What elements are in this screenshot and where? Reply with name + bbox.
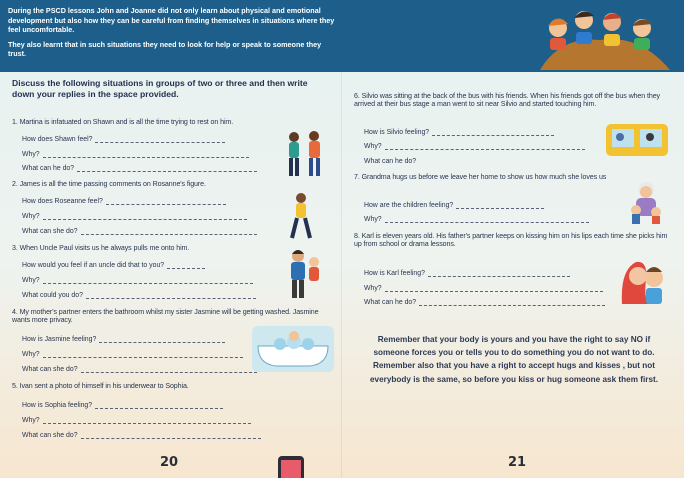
question-text: 4. My mother's partner enters the bathroom whilst my sister Jasmine will be getting washed. Jasmine wants more privacy. (12, 308, 319, 325)
answer-line (22, 292, 256, 299)
answer-field[interactable] (81, 366, 257, 373)
question-text: 5. Ivan sent a photo of himself in his underwear to Sophia. (12, 382, 189, 390)
answer-field[interactable] (43, 151, 249, 158)
answer-prompt: How is Sophia feeling? (22, 402, 93, 409)
grandma-hug-illustration (622, 178, 670, 226)
answer-line (22, 262, 205, 269)
answer-line (22, 198, 226, 205)
remember-note (364, 333, 664, 386)
question-text: 2. James is all the time passing comments on Rosanne's figure. (12, 180, 206, 188)
question-6 (354, 92, 664, 108)
question-4 (12, 308, 334, 324)
answer-prompt: Why? (22, 417, 40, 424)
answer-line (364, 158, 416, 165)
answer-field[interactable] (43, 277, 253, 284)
question-8 (354, 232, 672, 248)
answer-prompt: Why? (22, 151, 40, 158)
answer-field[interactable] (428, 270, 570, 277)
question-text: 7. Grandma hugs us before we leave her home to show us how much she loves us (354, 173, 607, 181)
answer-field[interactable] (106, 198, 226, 205)
answer-line (22, 366, 257, 373)
answer-line (364, 202, 544, 209)
answer-field[interactable] (419, 299, 605, 306)
answer-field[interactable] (81, 432, 261, 439)
answer-line (364, 270, 570, 277)
answer-line (364, 299, 605, 306)
answer-field[interactable] (385, 143, 585, 150)
bathtub-illustration (250, 324, 336, 374)
question-7 (354, 173, 624, 181)
phone-hand-illustration (272, 454, 316, 478)
remember-text-1: Remember that your body is yours and you have the right to say NO if someone forces you or tells you to do something you do not want to do. (373, 335, 655, 358)
kiss-illustration (618, 250, 670, 304)
children-group-illustration (520, 6, 680, 70)
answer-line (22, 151, 249, 158)
question-2 (12, 180, 332, 188)
answer-prompt: Why? (364, 285, 382, 292)
answer-line (22, 228, 257, 235)
answer-field[interactable] (95, 402, 223, 409)
question-text: 1. Martina is infatuated on Shawn and is all the time trying to rest on him. (12, 118, 234, 126)
question-text: 6. Silvio was sitting at the back of the bus with his friends. When his friends got off the bus when they arrived at their bus stage a man went to sit near Silvio and started touching him. (354, 92, 661, 109)
page-number: 20 (160, 455, 179, 470)
answer-line (364, 285, 603, 292)
answer-prompt: What can she do? (22, 432, 78, 439)
answer-prompt: How would you feel if an uncle did that to you? (22, 262, 165, 269)
answer-line (22, 432, 261, 439)
answer-prompt: How does Shawn feel? (22, 136, 93, 143)
answer-field[interactable] (81, 228, 257, 235)
left-page (0, 72, 342, 478)
answer-prompt: What can he do? (364, 299, 417, 306)
answer-field[interactable] (43, 417, 251, 424)
header-text (8, 6, 338, 64)
question-5 (12, 382, 332, 390)
answer-line (22, 213, 247, 220)
answer-line (22, 417, 251, 424)
answer-prompt: What can he do? (364, 158, 417, 165)
answer-field[interactable] (385, 216, 589, 223)
answer-line (364, 143, 585, 150)
answer-line (22, 336, 225, 343)
answer-field[interactable] (385, 285, 603, 292)
answer-line (22, 165, 257, 172)
answer-prompt: What can she do? (22, 228, 78, 235)
answer-prompt: Why? (22, 213, 40, 220)
instructions: Discuss the following situations in groups of two or three and then write down your replies in the space provided. (12, 78, 308, 99)
answer-prompt: Why? (364, 143, 382, 150)
answer-prompt: How is Jasmine feeling? (22, 336, 97, 343)
answer-prompt: What can she do? (22, 366, 78, 373)
answer-prompt: Why? (22, 351, 40, 358)
answer-prompt: Why? (364, 216, 382, 223)
answer-field[interactable] (86, 292, 256, 299)
answer-field[interactable] (167, 262, 205, 269)
bus-illustration (604, 120, 670, 160)
header-paragraph-1: During the PSCD lessons John and Joanne did not only learn about physical and emotional development but also how they can be careful from finding themselves in situations where they feel uncomfortable. (8, 6, 335, 35)
answer-line (364, 129, 554, 136)
answer-prompt: How are the children feeling? (364, 202, 454, 209)
answer-prompt: What could you do? (22, 292, 83, 299)
answer-field[interactable] (43, 213, 247, 220)
answer-line (22, 277, 253, 284)
question-text: 8. Karl is eleven years old. His father's partner keeps on kissing him on his lips each time she picks him up from school or drama lessons. (354, 232, 668, 249)
remember-text-2: Remember also that you have a right to accept hugs and kisses , but not everybody is the same, so before you kiss or hug someone ask them first. (369, 361, 659, 384)
right-page (342, 72, 684, 478)
answer-field[interactable] (95, 136, 225, 143)
girl-walking-illustration (286, 192, 316, 242)
answer-field[interactable] (77, 165, 257, 172)
answer-prompt: Why? (22, 277, 40, 284)
answer-line (22, 351, 243, 358)
answer-line (22, 136, 225, 143)
couple-illustration (280, 130, 330, 178)
answer-line (22, 402, 223, 409)
page-number: 21 (508, 455, 527, 470)
answer-field[interactable] (456, 202, 544, 209)
question-1 (12, 118, 332, 126)
answer-field[interactable] (99, 336, 225, 343)
answer-field[interactable] (432, 129, 554, 136)
uncle-hug-illustration (282, 248, 330, 300)
header-paragraph-2: They also learnt that in such situations they need to look for help or speak to someone they trust. (8, 39, 322, 59)
answer-prompt: How is Silvio feeling? (364, 129, 430, 136)
question-text: 3. When Uncle Paul visits us he always pulls me onto him. (12, 244, 190, 252)
answer-field[interactable] (43, 351, 243, 358)
answer-prompt: How does Roseanne feel? (22, 198, 103, 205)
answer-prompt: How is Karl feeling? (364, 270, 425, 277)
answer-line (364, 216, 589, 223)
answer-prompt: What can he do? (22, 165, 75, 172)
